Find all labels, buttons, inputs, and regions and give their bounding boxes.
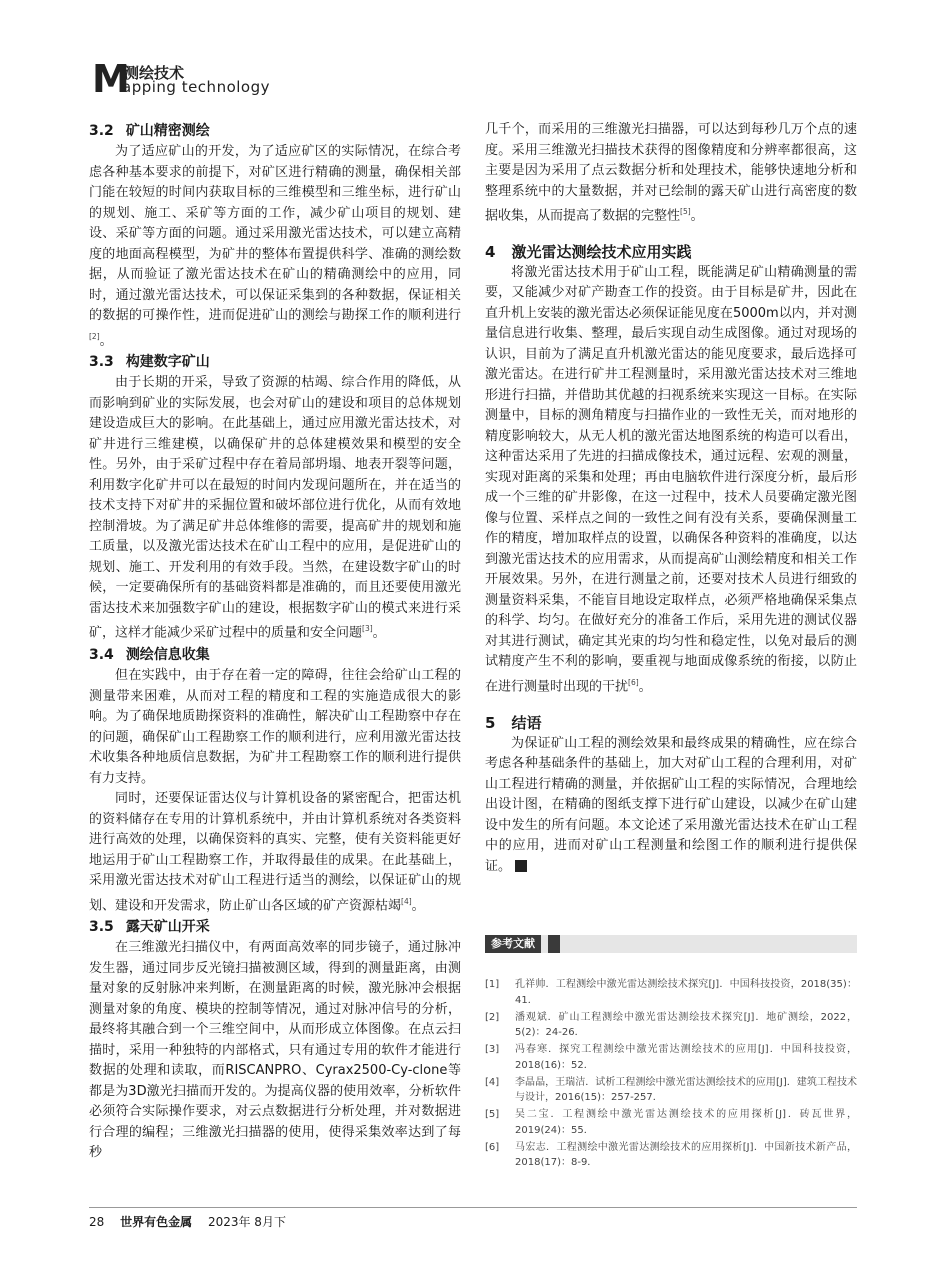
section-heading-3-2: 3.2 矿山精密测绘 (89, 123, 210, 139)
issue-date: 2023年 8月下 (207, 1215, 286, 1229)
paragraph: 几千个，而采用的三维激光扫描器，可以达到每秒几万个点的速度。采用三维激光扫描技术获得的图像精度和分辨率都很高，这主要是因为采用了点云数据分析和处理技术，能够快速地分析和整理系统中的大量数据，并对已绘制的露天矿山进行高密度的数据收集，从而提高了数据的完整性[5]。 (485, 122, 857, 224)
section-heading-3-5: 3.5 露天矿山开采 (89, 919, 210, 936)
reference-item: [4] 李晶晶，王瑞洁．试析工程测绘中激光雷达测绘技术的应用[J]．建筑工程技术与设计，2016(15)：257-257． (485, 1076, 857, 1103)
section-title-en: apping technology (122, 78, 270, 96)
reference-item: [6] 马宏志．工程测绘中激光雷达测绘技术的应用探析[J]．中国新技术新产品，2018(17)：8-9． (485, 1141, 857, 1168)
page-number: 28 (89, 1215, 105, 1229)
section-heading-3-4: 3.4 测绘信息收集 (89, 647, 210, 664)
reference-item: [3] 冯春寒．探究工程测绘中激光雷达测绘技术的应用[J]．中国科技投资，2018(16)：52． (485, 1044, 857, 1071)
citation: [6] (628, 677, 639, 687)
paragraph: 为了适应矿山的开发，为了适应矿区的实际情况，在综合考虑各种基本要求的前提下，对矿区进行精确的测量，确保相关部门能在较短的时间内获取目标的三维模型和三维坐标，进行矿山的规划、施工、采矿等方面的工作，减少矿山项目的规划、建设、采矿等方面的问题。通过采用激光雷达技术，可以建立高精度的地面高程模型，为矿井的整体布置提供科学、准确的测绘数据，从而验证了激光雷达技术在矿山的精确测绘中的应用，同时，通过激光雷达技术，可以保证采集到的各种数据，保证相关的数据的可操作性，进而促进矿山的测绘与勘探工作的顺利进行[2]。 (89, 144, 461, 348)
page-footer (89, 1207, 857, 1230)
section-heading-4: 4 激光雷达测绘技术应用实践 (485, 242, 692, 261)
journal-name: 世界有色金属 (120, 1215, 193, 1229)
citation: [5] (680, 207, 691, 216)
logo-letter: M (92, 57, 130, 101)
references-title: 参考文献 (485, 935, 541, 953)
paragraph: 在三维激光扫描仪中，有两面高效率的同步镜子，通过脉冲发生器，通过同步反光镜扫描被测区域，得到的测量距离，由测量对象的反射脉冲来判断，在测量距离的时候，激光脉冲会根据测量对象的角度、模块的控制等情况，通过对脉冲信号的分析，最终将其融合到一个三维空间中，从而形成立体图像。在点云扫描时，采用一种独特的内部格式，只有通过专用的软件才能进行数据的处理和读取，而RISCANPRO、Cyrax2500-Cy-clone等都是为3D激光扫描而开发的。为提高仪器的使用效率，分析软件必须符合实际操作要求，对云点数据进行分析处理，并对数据进行合理的编程；三维激光扫描器的使用，使得采集效率达到了每秒 (89, 940, 461, 1161)
reference-item: [1] 孔祥帅．工程测绘中激光雷达测绘技术探究[J]．中国科技投资，2018(35)：41． (485, 979, 857, 1006)
paragraph: 同时，还要保证雷达仪与计算机设备的紧密配合，把雷达机的资料储存在专用的计算机系统中，并由计算机系统对各类资料进行高效的处理，以确保资料的真实、完整，使有关资料能更好地运用于矿山工程勘察工作，并取得最佳的成果。在此基础上，采用激光雷达技术对矿山工程进行适当的测绘，以保证矿山的规划、建设和开发需求，防止矿山各区域的矿产资源枯竭[4]。 (89, 791, 461, 913)
references-section (485, 935, 857, 1172)
paragraph: 将激光雷达技术用于矿山工程，既能满足矿山精确测量的需要，又能减少对矿产勘查工作的投资。由于目标是矿井，因此在直升机上安装的激光雷达必须保证能见度在5000m以内，并对测量信息进行收集、整理，最后实现自动生成图像。通过对现场的认识，目前为了满足直升机激光雷达的能见度要求，最后选择可激光雷达。在进行矿井工程测量时，采用激光雷达技术对三维地形进行扫描，并借助其优越的扫视系统来实现这一目标。在实际测量中，目标的测角精度与扫描作业的一致性无关，而对地形的精度影响较大，从无人机的激光雷达地图系统的构造可以看出，这种雷达采用了先进的扫描成像技术，通过远程、宏观的测量，实现对距离的采集和处理；再由电脑软件进行深度分析，最后形成一个三维的矿井影像，在这一过程中，技术人员要确定激光图像与位置、采样点之间的一致性之间有没有关系，要确保测量工作的精度，增加取样点的设置，以确保各种资料的准确度，以达到激光雷达技术的应用需求，从而提高矿山测绘精度和相关工作开展效果。另外，在进行测量之前，还要对技术人员进行细致的测量资料采集，不能盲目地设定取样点，必须严格地确保采集点的科学、均匀。在做好充分的准备工作后，采用先进的测试仪器对其进行测试，确定其光束的均匀性和稳定性，以免对最后的测试精度产生不利的影响，要重视与地面成像系统的衔接，以防止在进行测量时出现的干扰[6]。 (485, 264, 857, 695)
citation: [4] (401, 896, 412, 906)
paragraph: 由于长期的开采，导致了资源的枯竭、综合作用的降低，从而影响到矿业的实际发展，也会对矿山的建设和项目的总体规划建设造成巨大的影响。在此基础上，通过应用激光雷达技术，对矿井进行三维建模，以确保矿井的总体建模效果和模型的安全性。另外，由于采矿过程中存在着局部坍塌、地表开裂等问题，利用数字化矿井可以在最短的时间内发现问题所在，并在适当的技术支持下对矿井的采掘位置和破坏部位进行优化，从而有效地控制滑坡。为了满足矿井总体维修的需要，提高矿井的规划和施工质量，以及激光雷达技术在矿山工程中的应用，是促进矿山的规划、施工、开发利用的有效手段。当然，在建设数字矿山的时候，一定要确保所有的基础资料都是准确的，而且还要使用激光雷达技术来加强数字矿山的建设，根据数字矿山的模式来进行采矿，这样才能减少采矿过程中的质量和安全问题[3]。 (89, 375, 461, 641)
citation: [3] (362, 624, 373, 634)
left-column (89, 120, 461, 1164)
section-title-cn: 测绘技术 (124, 64, 185, 82)
citation: [2] (89, 331, 100, 341)
reference-item: [5] 吴二宝．工程测绘中激光雷达测绘技术的应用探析[J]．砖瓦世界，2019(24)：55． (485, 1109, 857, 1136)
reference-item: [2] 潘观斌．矿山工程测绘中激光雷达测绘技术探究[J]．地矿测绘，2022，5(2)：24-26． (485, 1011, 857, 1038)
reference-list (485, 977, 857, 1171)
paragraph: 为保证矿山工程的测绘效果和最终成果的精确性，应在综合考虑各种基础条件的基础上，加大对矿山工程的合理利用，对矿山工程进行精确的测量，并依据矿山工程的实际情况，合理地绘出设计图，在精确的图纸支撑下进行矿山建设，以减少在矿山建设中发生的所有问题。本文论述了采用激光雷达技术在矿山工程中的应用，进而对矿山工程测量和绘图工作的顺利进行提供保证。 ■ (485, 735, 857, 874)
journal-logo (92, 57, 352, 101)
references-header-bar (485, 935, 857, 953)
end-mark-icon: ■ (515, 860, 527, 872)
header-block-decoration (548, 935, 560, 953)
right-column (485, 120, 857, 877)
section-heading-3-3: 3.3 构建数字矿山 (89, 354, 210, 371)
section-heading-5: 5 结语 (485, 713, 542, 732)
paragraph: 但在实践中，由于存在着一定的障碍，往往会给矿山工程的测量带来困难，从而对工程的精度和工程的实施造成很大的影响。为了确保地质勘探资料的准确性，解决矿山工程勘察中存在的问题，确保矿山工程勘察工作的顺利进行，应利用激光雷达技术收集各种地质信息数据，为矿井工程勘察工作的顺利进行提供有力支持。 (89, 668, 461, 786)
